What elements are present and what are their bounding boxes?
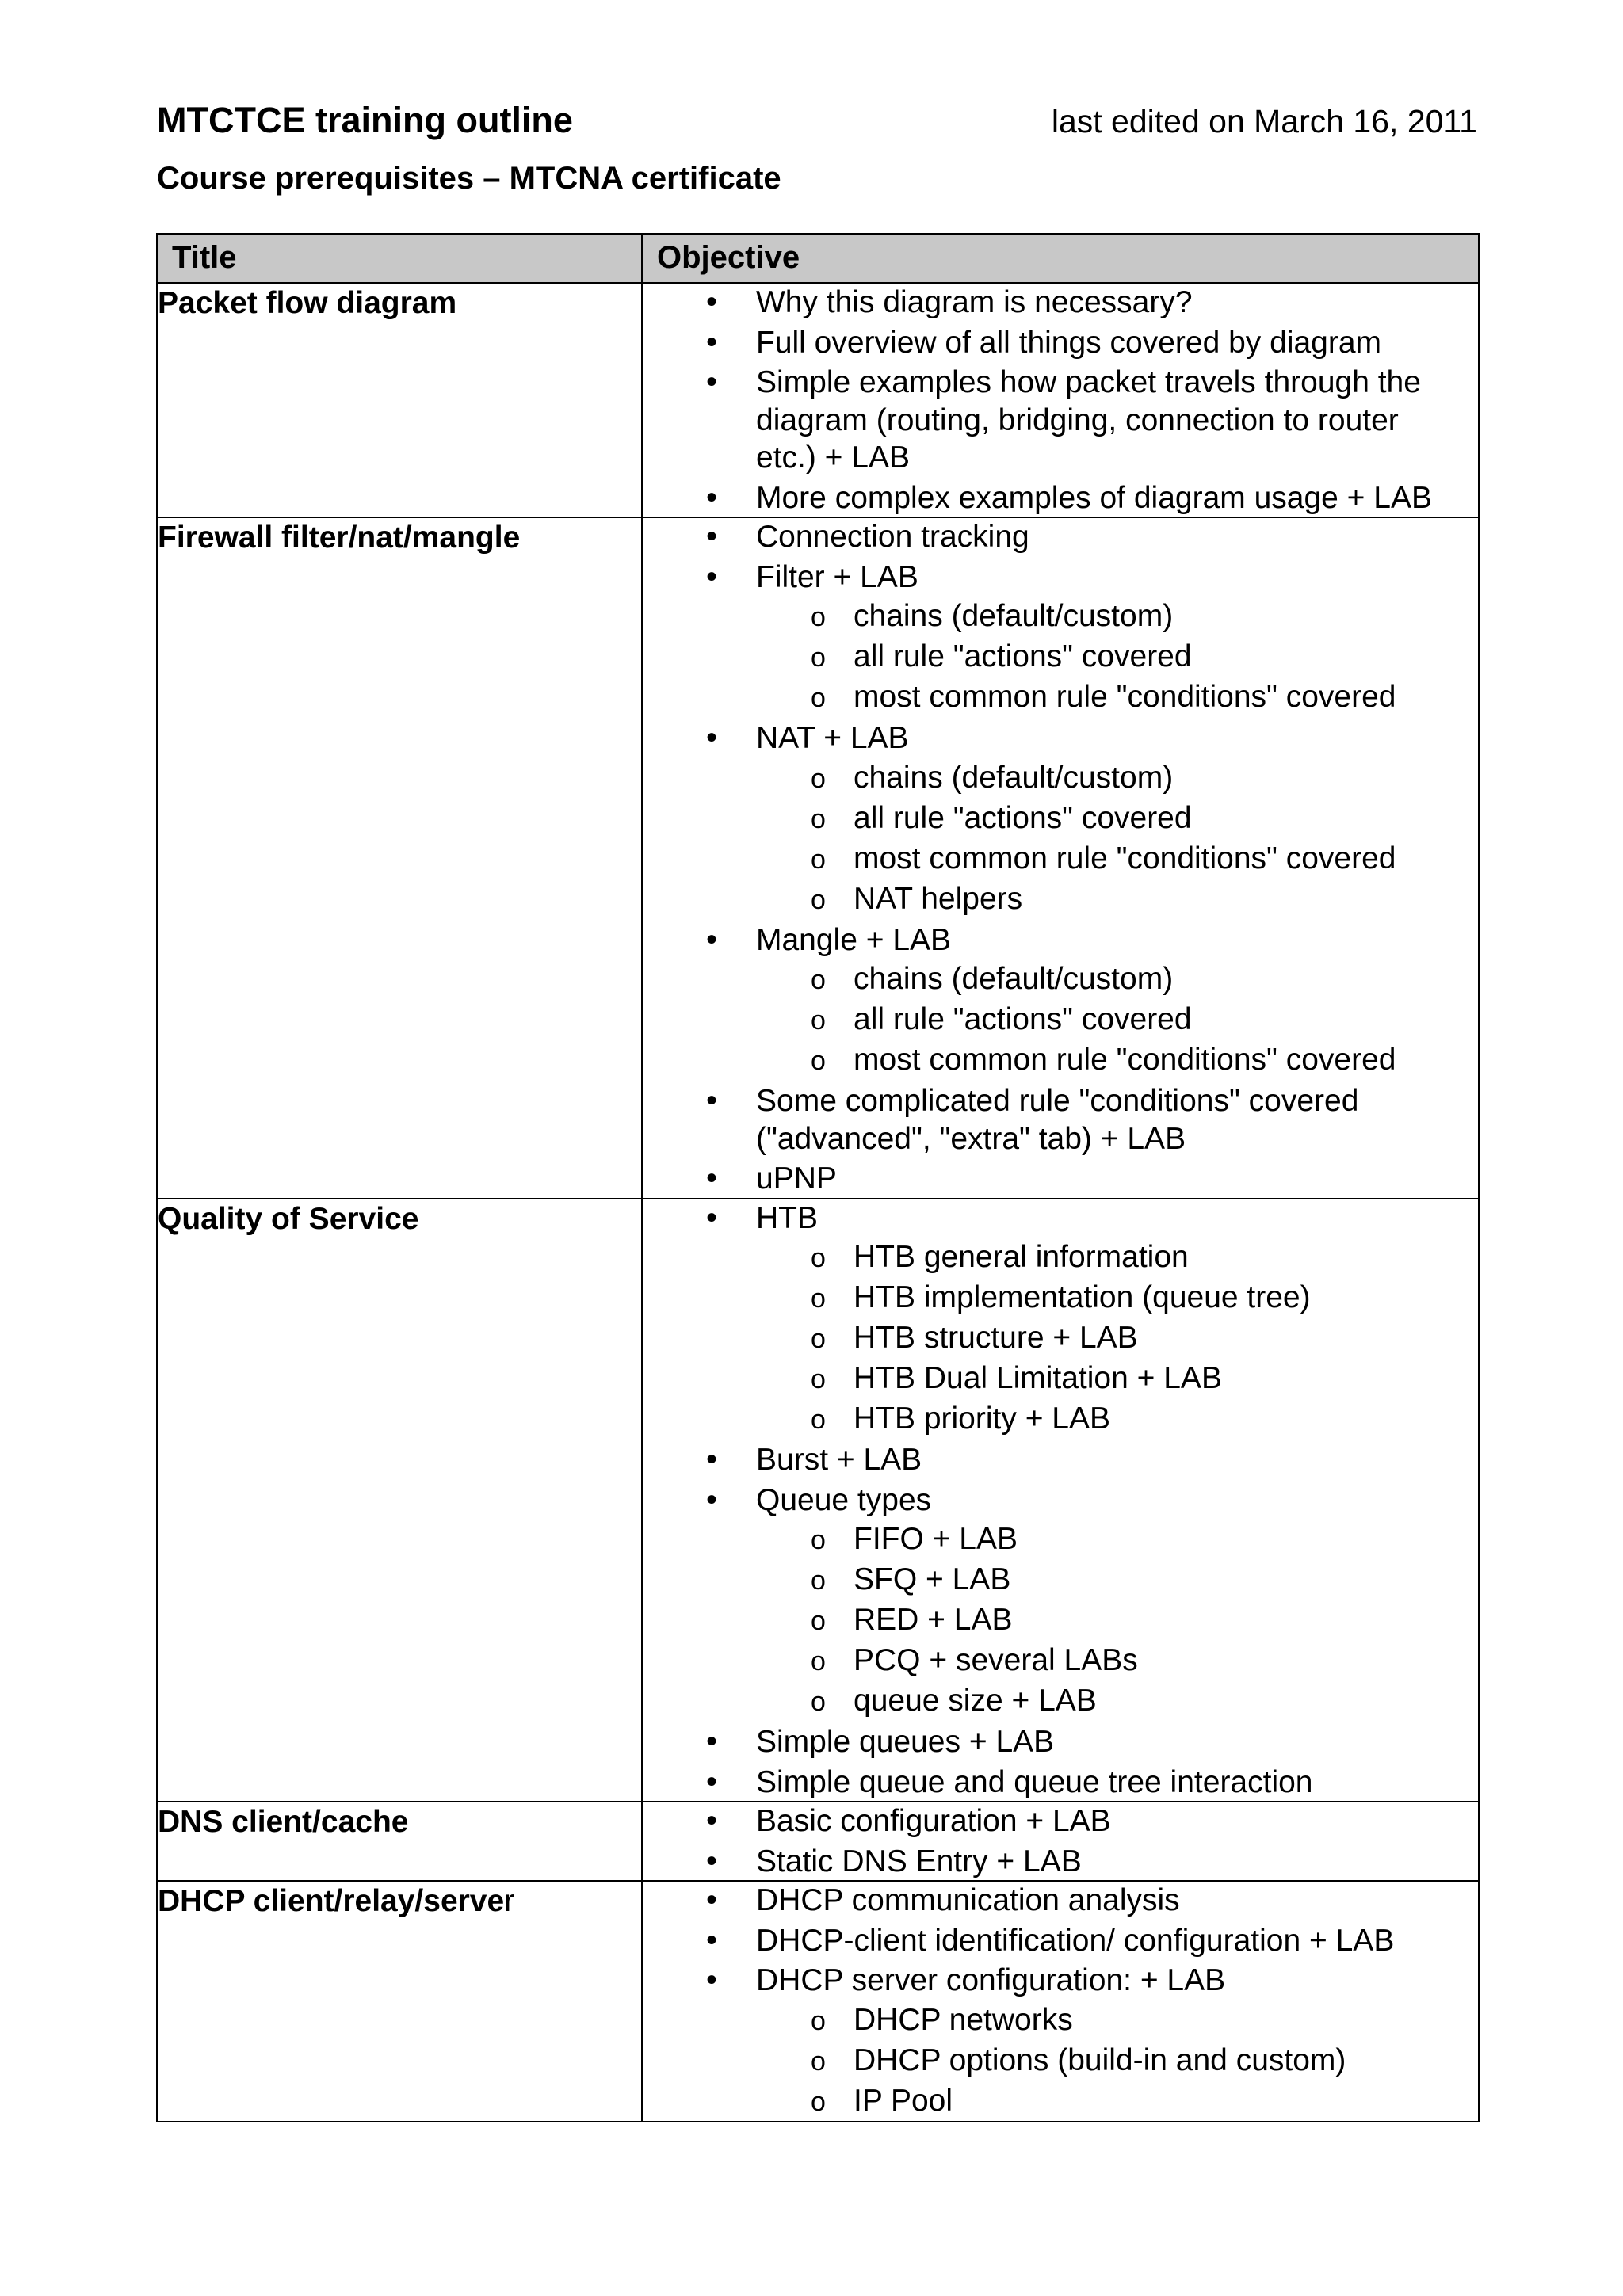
objective-text: Simple examples how packet travels through the diagram (routing, bridging, connection to router etc.) + LAB [756,365,1421,475]
objective-text: Queue types [756,1482,932,1517]
sub-objective-item: o chains (default/custom) [754,959,1446,999]
sub-objective-list [754,1237,1446,1439]
outline-table [156,233,1480,2122]
row-title-tail: r [504,1884,515,1918]
table-header-row [157,234,1479,283]
sub-objective-item: o FIFO + LAB [754,1519,1446,1559]
objective-item [643,1764,1478,1802]
objective-item [643,1199,1478,1440]
objective-text: HTB [756,1200,818,1235]
objective-item [643,1441,1478,1479]
sub-objective-list [754,959,1446,1080]
objective-item [643,1082,1478,1158]
objective-item [643,1843,1478,1881]
row-title: DHCP client/relay/serve [158,1884,505,1918]
row-title-cell [157,1802,642,1881]
sub-objective-item: o most common rule "conditions" covered [754,838,1446,879]
sub-objective-item: o chains (default/custom) [754,596,1446,636]
objective-list [643,1802,1478,1880]
objective-item [643,1882,1478,1920]
objective-text: Filter + LAB [756,559,918,594]
objective-text: More complex examples of diagram usage + LAB [756,480,1433,515]
sub-objective-list [754,596,1446,717]
last-edited-date: last edited on March 16, 2011 [1051,103,1477,139]
sub-objective-item: o most common rule "conditions" covered [754,677,1446,717]
objective-item [643,1802,1478,1840]
objective-text: Connection tracking [756,520,1029,554]
objective-text: Simple queues + LAB [756,1725,1055,1759]
objective-list [643,1199,1478,1802]
sub-objective-item: o HTB structure + LAB [754,1318,1446,1358]
sub-objective-item: o HTB general information [754,1237,1446,1277]
sub-objective-item: o HTB priority + LAB [754,1398,1446,1439]
sub-objective-item: o RED + LAB [754,1600,1446,1640]
row-objective-cell [642,1802,1479,1881]
objective-item [643,364,1478,477]
objective-text: NAT + LAB [756,721,909,755]
objective-text: Full overview of all things covered by diagram [756,325,1382,360]
sub-objective-list [754,1519,1446,1721]
objective-text: Some complicated rule "conditions" covered ("advanced", "extra" tab) + LAB [756,1084,1359,1156]
table-row [157,1881,1479,2122]
objective-text: Why this diagram is necessary? [756,285,1193,319]
objective-text: Static DNS Entry + LAB [756,1844,1082,1878]
sub-objective-list [754,757,1446,919]
row-title: Quality of Service [158,1201,419,1236]
objective-item [643,324,1478,362]
objective-item [643,1922,1478,1960]
sub-objective-item: o all rule "actions" covered [754,636,1446,677]
objective-text: DHCP-client identification/ configuration + LAB [756,1923,1395,1958]
objective-item [643,1962,1478,2121]
objective-item [643,518,1478,556]
table-row [157,1802,1479,1881]
row-title: Packet flow diagram [158,286,457,320]
table-row [157,283,1479,517]
table-row [157,1199,1479,1802]
row-objective-cell [642,1881,1479,2122]
sub-objective-item: o SFQ + LAB [754,1559,1446,1600]
row-title-cell [157,1199,642,1802]
objective-item [643,921,1478,1081]
sub-objective-item: o DHCP options (build-in and custom) [754,2040,1446,2081]
objective-text: DHCP server configuration: + LAB [756,1963,1226,1997]
objective-text: uPNP [756,1161,837,1196]
sub-objective-item: o DHCP networks [754,2000,1446,2040]
sub-objective-item: o NAT helpers [754,879,1446,919]
objective-item [643,1723,1478,1761]
row-title: Firewall filter/nat/mangle [158,521,521,555]
row-title-cell [157,283,642,517]
objective-text: Basic configuration + LAB [756,1804,1111,1838]
sub-objective-item: o most common rule "conditions" covered [754,1039,1446,1080]
sub-objective-item: o PCQ + several LABs [754,1640,1446,1680]
sub-objective-item: o HTB Dual Limitation + LAB [754,1358,1446,1398]
sub-objective-item: o queue size + LAB [754,1680,1446,1721]
row-objective-cell [642,1199,1479,1802]
row-objective-cell [642,283,1479,517]
objective-item [643,1482,1478,1722]
sub-objective-item: o IP Pool [754,2081,1446,2121]
course-prerequisites: Course prerequisites – MTCNA certificate [157,161,781,196]
row-title: DNS client/cache [158,1805,409,1839]
objective-item [643,284,1478,322]
sub-objective-item: o chains (default/custom) [754,757,1446,798]
sub-objective-item: o all rule "actions" covered [754,798,1446,838]
document-title: MTCTCE training outline [157,100,573,140]
header-objective: Objective [642,234,1479,283]
objective-item [643,1160,1478,1198]
table-row [157,517,1479,1199]
objective-text: Mangle + LAB [756,922,952,957]
header-title: Title [157,234,642,283]
objective-list [643,284,1478,517]
row-objective-cell [642,517,1479,1199]
row-title-cell [157,517,642,1199]
row-title-cell [157,1881,642,2122]
objective-item [643,479,1478,517]
objective-item [643,559,1478,718]
objective-item [643,719,1478,919]
sub-objective-list [754,2000,1446,2121]
objective-text: Burst + LAB [756,1443,922,1477]
sub-objective-item: o HTB implementation (queue tree) [754,1277,1446,1318]
sub-objective-item: o all rule "actions" covered [754,999,1446,1039]
objective-text: DHCP communication analysis [756,1883,1180,1917]
objective-text: Simple queue and queue tree interaction [756,1764,1313,1799]
objective-list [643,518,1478,1198]
outline-body [157,283,1479,2122]
objective-list [643,1882,1478,2121]
